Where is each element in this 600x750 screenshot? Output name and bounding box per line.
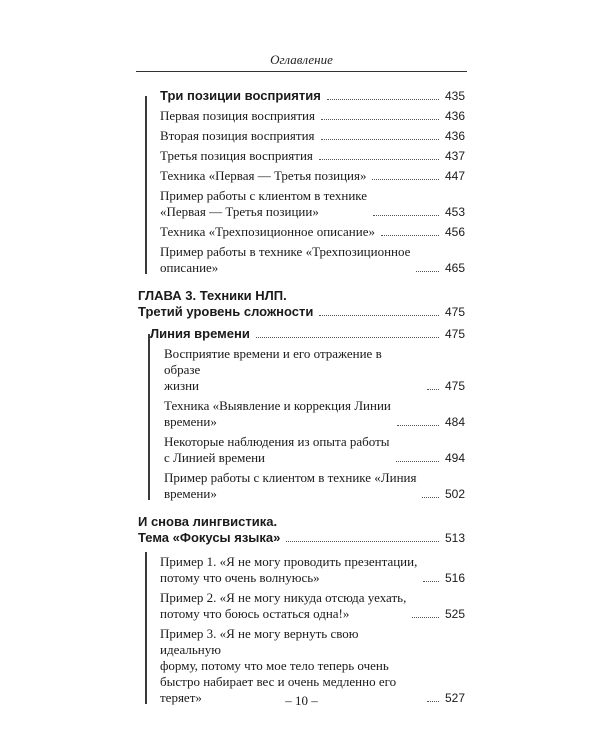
toc-entry <box>136 108 467 124</box>
table-of-contents <box>136 81 467 709</box>
entry-page: 435 <box>444 89 465 103</box>
entry-page: 436 <box>444 129 465 143</box>
leader-dots <box>416 271 439 272</box>
leader-dots <box>396 461 439 462</box>
entry-title: Техника «Первая — Третья позиция» <box>160 168 367 183</box>
entry-line: Пример 2. «Я не могу никуда отсюда уехать, <box>160 590 407 605</box>
entry-title: Техника «Трехпозиционное описание» <box>160 224 375 239</box>
leader-dots <box>319 315 439 316</box>
entry-page: 465 <box>444 261 465 275</box>
section-timeline <box>136 326 467 502</box>
running-header: Оглавление <box>270 52 333 67</box>
entry-line: Пример 3. «Я не могу вернуть свою идеальную <box>160 626 359 657</box>
leader-dots <box>321 139 439 140</box>
entry-title <box>164 398 391 430</box>
entry-line: Пример 1. «Я не могу проводить презентации, <box>160 554 418 569</box>
entry-line: Восприятие времени и его отражение в образе <box>164 346 382 377</box>
entry-line: времени» <box>164 414 217 429</box>
entry-line: теряет» <box>160 690 202 705</box>
leader-dots <box>381 235 439 236</box>
leader-dots <box>321 119 439 120</box>
entry-line: Некоторые наблюдения из опыта работы <box>164 434 390 449</box>
entry-title <box>160 188 367 220</box>
leader-dots <box>327 99 439 100</box>
toc-entry <box>136 346 467 394</box>
toc-entry <box>136 398 467 430</box>
entry-title: Тема «Фокусы языка» <box>138 530 281 545</box>
section-title: И снова лингвистика. <box>138 514 278 529</box>
toc-entry <box>136 470 467 502</box>
entry-line: Пример работы с клиентом в технике <box>160 188 368 203</box>
entry-page: 513 <box>444 531 465 545</box>
leader-dots <box>373 215 439 216</box>
leader-dots <box>372 179 438 180</box>
toc-entry <box>136 168 467 184</box>
entry-page: 502 <box>444 487 465 501</box>
entry-line: жизни <box>164 378 199 393</box>
page-number: – 10 – <box>285 693 318 708</box>
chapter-title: ГЛАВА 3. Техники НЛП. <box>138 288 287 303</box>
entry-line: Пример работы с клиентом в технике «Линия <box>164 470 417 485</box>
toc-entry-timeline <box>136 326 467 342</box>
entry-line: быстро набирает вес и очень медленно его <box>160 674 397 689</box>
entry-title <box>164 346 421 394</box>
entry-page: 447 <box>444 169 465 183</box>
entry-title <box>160 554 417 586</box>
entry-line: Пример работы в технике «Трехпозиционное <box>160 244 411 259</box>
entry-page: 475 <box>444 305 465 319</box>
leader-dots <box>427 389 439 390</box>
leader-dots <box>397 425 439 426</box>
entry-title <box>160 244 410 276</box>
entry-page: 475 <box>444 379 465 393</box>
leader-dots <box>319 159 439 160</box>
entry-line: потому что боюсь остаться одна!» <box>160 606 350 621</box>
leader-dots <box>412 617 439 618</box>
entry-page: 516 <box>444 571 465 585</box>
entry-page: 475 <box>444 327 465 341</box>
leader-dots <box>423 581 439 582</box>
toc-entry <box>136 188 467 220</box>
entry-page: 494 <box>444 451 465 465</box>
entry-line: времени» <box>164 486 217 501</box>
entry-title <box>164 434 390 466</box>
entry-line: потому что очень волнуюсь» <box>160 570 320 585</box>
toc-entry <box>136 244 467 276</box>
toc-entry <box>136 128 467 144</box>
leader-dots <box>256 337 439 338</box>
entry-line: с Линией времени <box>164 450 266 465</box>
entry-page: 525 <box>444 607 465 621</box>
entry-page: 437 <box>444 149 465 163</box>
entry-title: Третья позиция восприятия <box>160 148 313 163</box>
entry-page: 456 <box>444 225 465 239</box>
chapter-subtitle: Третий уровень сложности <box>138 304 314 319</box>
leader-dots <box>286 541 439 542</box>
toc-entry <box>136 224 467 240</box>
section-three-positions <box>136 88 467 276</box>
leader-dots <box>422 497 438 498</box>
toc-entry-three-positions <box>136 88 467 104</box>
entry-title: Вторая позиция восприятия <box>160 128 315 143</box>
toc-entry-language-tricks <box>136 530 467 546</box>
entry-title: Линия времени <box>150 326 250 341</box>
toc-entry <box>136 434 467 466</box>
entry-line: «Первая — Третья позиции» <box>160 204 319 219</box>
toc-entry <box>136 554 467 586</box>
chapter-3 <box>136 288 467 502</box>
entry-title <box>164 470 416 502</box>
section-linguistics <box>136 514 467 706</box>
entry-page: 436 <box>444 109 465 123</box>
toc-entry-chapter-3 <box>136 304 467 320</box>
header-rule <box>136 71 467 72</box>
entry-title: Три позиции восприятия <box>160 88 321 103</box>
entry-page: 453 <box>444 205 465 219</box>
entry-line: Техника «Выявление и коррекция Линии <box>164 398 391 413</box>
entry-page: 484 <box>444 415 465 429</box>
entry-title <box>160 590 406 622</box>
entry-page: 527 <box>444 691 465 705</box>
toc-entry <box>136 148 467 164</box>
entry-title: Первая позиция восприятия <box>160 108 315 123</box>
entry-line: форму, потому что мое тело теперь очень <box>160 658 389 673</box>
toc-entry <box>136 590 467 622</box>
entry-line: описание» <box>160 260 219 275</box>
